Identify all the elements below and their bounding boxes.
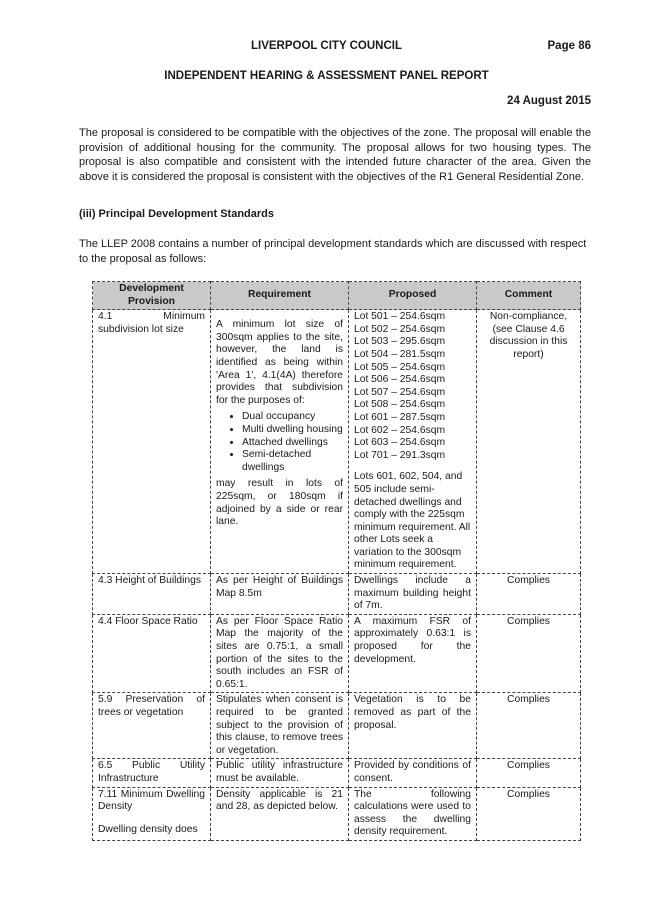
- comment-cell: Complies: [477, 693, 581, 759]
- comment-cell: Complies: [477, 614, 581, 693]
- provision-extra: Dwelling density does: [98, 823, 198, 835]
- report-title: INDEPENDENT HEARING & ASSESSMENT PANEL REPORT: [164, 70, 489, 82]
- standards-intro-paragraph: The LLEP 2008 contains a number of principal development standards which are discussed with respect to the proposal as follows:: [79, 238, 587, 265]
- table-row: [93, 310, 581, 574]
- header-comment: Comment: [477, 282, 581, 310]
- comment-cell: Complies: [477, 787, 581, 840]
- proposed-cell: Vegetation is to be removed as part of the proposal.: [349, 693, 477, 759]
- requirement-cell: [211, 310, 349, 574]
- lot-entry: Lot 505 – 254.6sqm: [354, 361, 446, 373]
- lot-entry: Lot 506 – 254.6sqm: [354, 374, 446, 386]
- requirement-cell: Density applicable is 21 and 28, as depicted below.: [211, 787, 349, 840]
- requirement-bullet-list: [216, 411, 343, 474]
- section-subheading: (iii) Principal Development Standards: [79, 208, 274, 220]
- proposed-cell: A maximum FSR of approximately 0.63:1 is proposed for the development.: [349, 614, 477, 693]
- proposed-cell: The following calculations were used to assess the dwelling density requirement.: [349, 787, 477, 840]
- lot-entry: Lot 508 – 254.6sqm: [354, 399, 446, 411]
- list-item: • Dual occupancy: [242, 411, 343, 424]
- provision-title: 7.11 Minimum Dwelling Density: [98, 788, 205, 813]
- header-provision: Development Provision: [93, 282, 211, 310]
- table-row: [93, 759, 581, 787]
- lot-entry: Lot 701 – 291.3sqm: [354, 449, 446, 461]
- proposed-note: Lots 601, 602, 504, and 505 include semi-detached dwellings and comply with the 225sqm minimum requirement. All other Lots seek a variation to the 300sqm minimum requirement.: [354, 471, 471, 571]
- table-row: [93, 787, 581, 840]
- requirement-intro: A minimum lot size of 300sqm applies to the site, however, the land is identified as being within 'Area 1', 4.1(4A) therefore provides that subdivision for the purposes of:: [216, 319, 343, 406]
- lot-entry: Lot 603 – 254.6sqm: [354, 437, 446, 449]
- page-number: Page 86: [547, 40, 591, 52]
- table-row: [93, 693, 581, 759]
- table-row: [93, 574, 581, 615]
- comment-cell: Complies: [477, 574, 581, 615]
- lot-entry: Lot 602 – 254.6sqm: [354, 424, 446, 436]
- council-name: LIVERPOOL CITY COUNCIL: [250, 40, 402, 52]
- header-proposed: Proposed: [349, 282, 477, 310]
- list-item: • Multi dwelling housing: [242, 424, 343, 437]
- proposed-cell: [349, 310, 477, 574]
- lot-entry: Lot 507 – 254.6sqm: [354, 386, 446, 398]
- lot-entry: Lot 502 – 254.6sqm: [354, 323, 446, 335]
- provision-cell: 4.1 Minimum subdivision lot size: [93, 310, 211, 574]
- requirement-cell: As per Floor Space Ratio Map the majority of the sites are 0.75:1, a small portion of the sites to the south includes an FSR of 0.65:1.: [211, 614, 349, 693]
- provision-cell: [93, 787, 211, 840]
- lot-entry: Lot 501 – 254.6sqm: [354, 311, 446, 323]
- comment-cell: Non-compliance, (see Clause 4.6 discussion in this report): [477, 310, 581, 574]
- requirement-cell: As per Height of Buildings Map 8.5m: [211, 574, 349, 615]
- table-row: [93, 614, 581, 693]
- requirement-cell: Stipulates when consent is required to be granted subject to the provision of this clause, to remove trees or vegetation.: [211, 693, 349, 759]
- proposed-cell: Provided by conditions of consent.: [349, 759, 477, 787]
- provision-cell: 4.4 Floor Space Ratio: [93, 614, 211, 693]
- list-item: • Attached dwellings: [242, 437, 343, 450]
- list-item: • Semi-detached dwellings: [242, 449, 343, 474]
- proposed-cell: Dwellings include a maximum building height of 7m.: [349, 574, 477, 615]
- requirement-outro: may result in lots of 225sqm, or 180sqm if adjoined by a side or rear lane.: [216, 478, 343, 528]
- provision-cell: 6.5 Public Utility Infrastructure: [93, 759, 211, 787]
- header-requirement: Requirement: [211, 282, 349, 310]
- requirement-cell: Public utility infrastructure must be available.: [211, 759, 349, 787]
- zone-objectives-paragraph: The proposal is considered to be compatible with the objectives of the zone. The proposal will enable the provision of additional housing for the community. The proposal allows for two housing types. The proposal is also compatible and consistent with the intended future character of the area. Given the above it is considered the proposal is consistent with the objectives of the R1 General Residential Zone.: [79, 127, 591, 183]
- provision-cell: 5.9 Preservation of trees or vegetation: [93, 693, 211, 759]
- table-header-row: [93, 282, 581, 310]
- lot-entry: Lot 503 – 295.6sqm: [354, 336, 446, 348]
- report-date: 24 August 2015: [507, 95, 591, 107]
- provision-cell: 4.3 Height of Buildings: [93, 574, 211, 615]
- lot-entry: Lot 601 – 287.5sqm: [354, 411, 446, 423]
- comment-cell: Complies: [477, 759, 581, 787]
- lot-entry: Lot 504 – 281.5sqm: [354, 348, 446, 360]
- development-standards-table: [92, 281, 581, 841]
